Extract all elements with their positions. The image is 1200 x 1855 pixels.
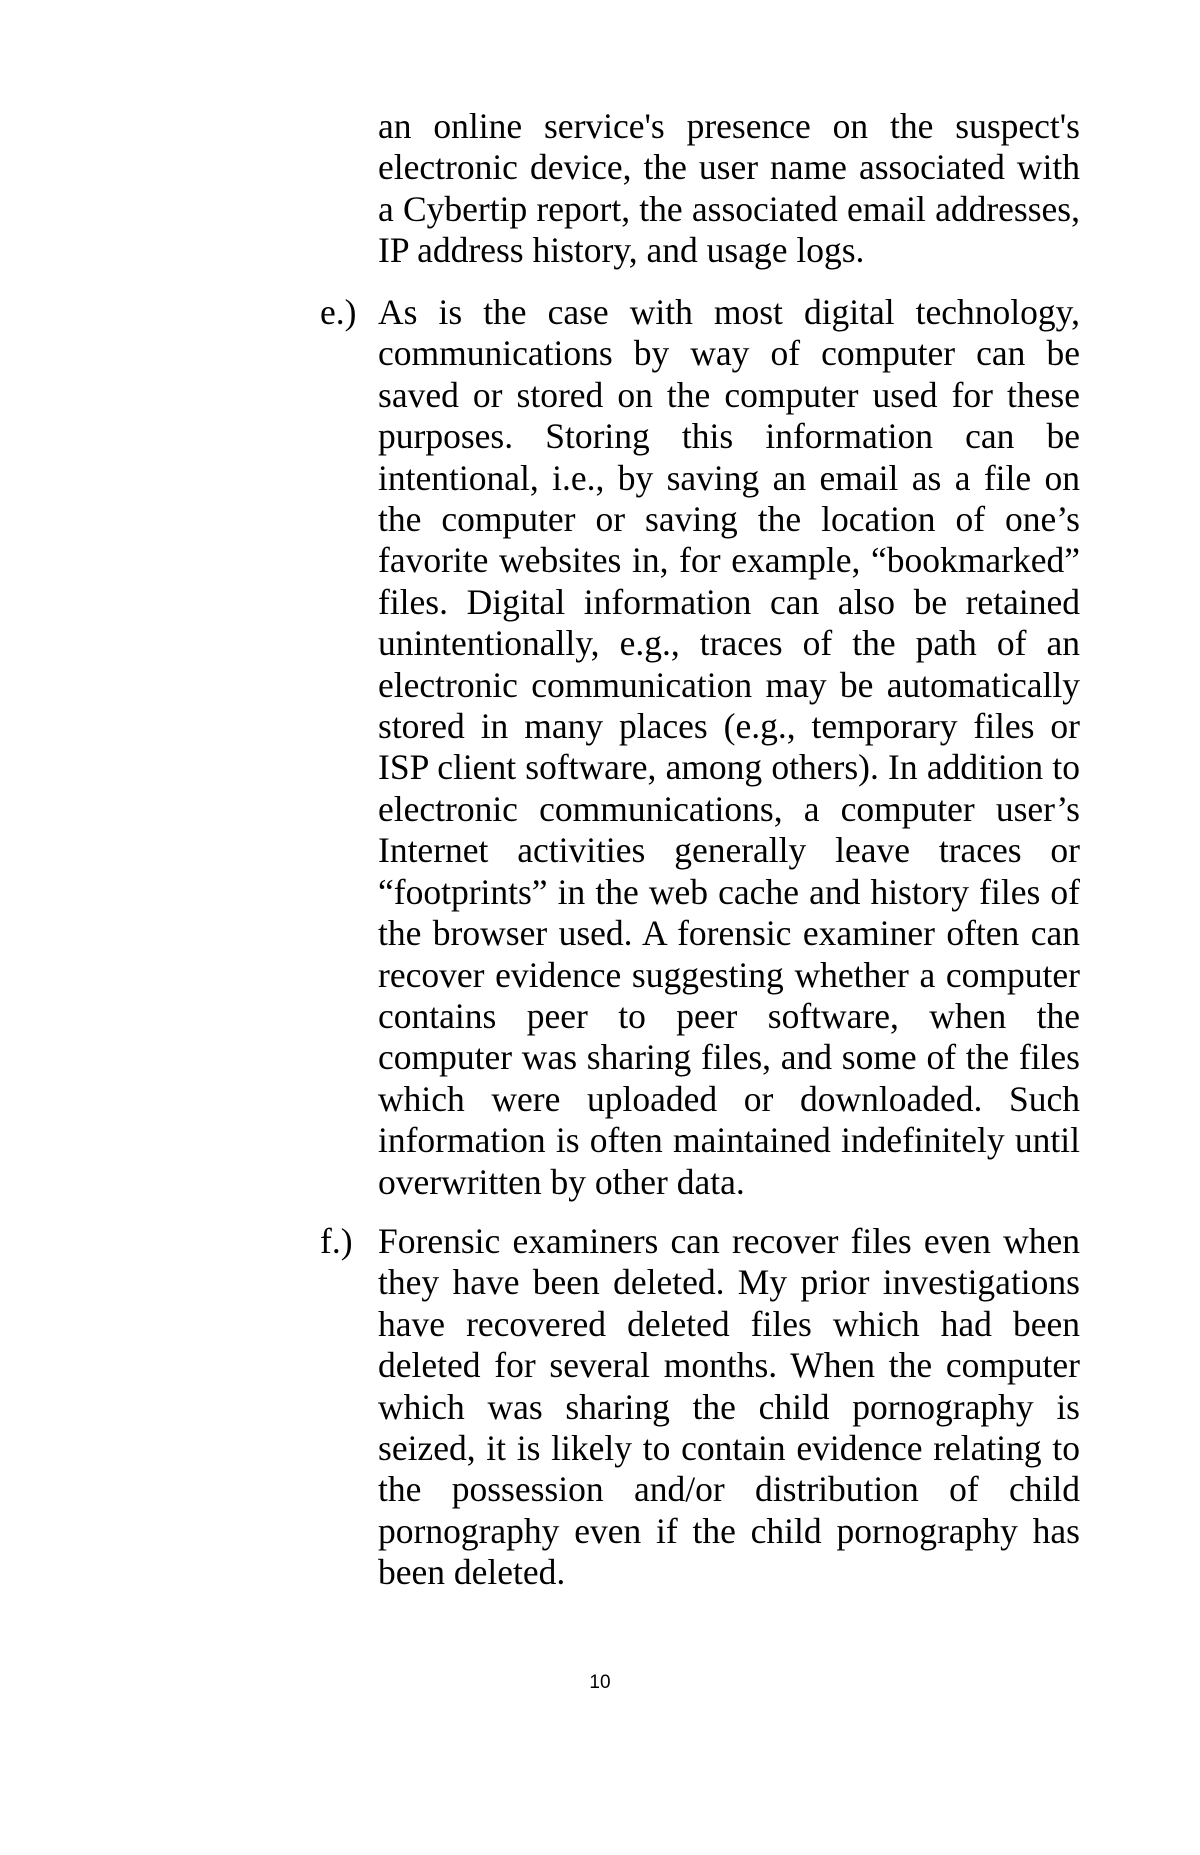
paragraph-marker-f: f.) xyxy=(320,1221,353,1261)
paragraph-f: Forensic examiners can recover files even when they have been deleted. My prior investigations have recovered deleted files which had been deleted for several months. When the computer which was sharing the child pornography is seized, it is likely to contain evidence relating to the possession and/or distribution of child pornography even if the child pornography has been deleted. xyxy=(378,1221,1080,1593)
paragraph-marker-e: e.) xyxy=(320,292,357,332)
paragraph-continued: an online service's presence on the suspect's electronic device, the user name associated with a Cybertip report, the associated email addresses, IP address history, and usage logs. xyxy=(378,106,1080,271)
paragraph-e: As is the case with most digital technology, communications by way of computer can be saved or stored on the computer used for these purposes. Storing this information can be intentional, i.e., by saving an email as a file on the computer or saving the location of one’s favorite websites in, for example, “bookmarked” files. Digital information can also be retained unintentionally, e.g., traces of the path of an electronic communication may be automatically stored in many places (e.g., temporary files or ISP client software, among others). In addition to electronic communications, a computer user’s Internet activities generally leave traces or “footprints” in the web cache and history files of the browser used. A forensic examiner often can recover evidence suggesting whether a computer contains peer to peer software, when the computer was sharing files, and some of the files which were uploaded or downloaded. Such information is often maintained indefinitely until overwritten by other data. xyxy=(378,292,1080,1202)
page-number: 10 xyxy=(589,1672,611,1693)
